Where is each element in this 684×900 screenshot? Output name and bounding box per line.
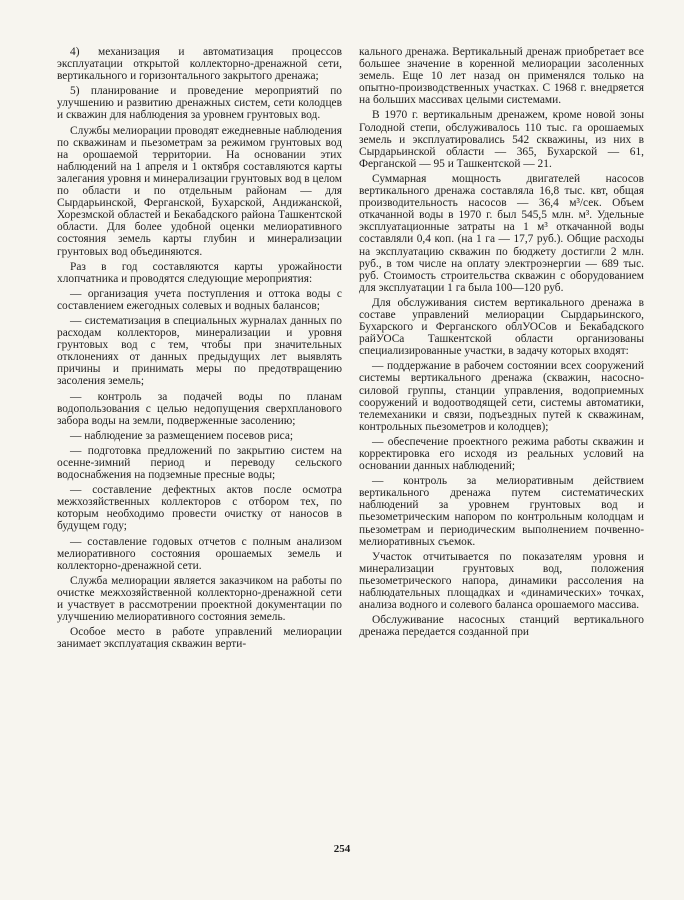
paragraph: 5) планирование и проведение мероприятий по улучшению и развитию дренажных систем, сети колодцев и скважин для наблюдения за уровнем грунтовых вод. xyxy=(57,85,342,122)
paragraph: Раз в год составляются карты урожайности хлопчатника и проводятся следующие мероприятия: xyxy=(57,260,342,285)
paragraph: Суммарная мощность двигателей насосов вертикального дренажа составляла 16,8 тыс. квт, общая производительность насосов — 36,4 м³/сек. Объем откачанной воды в 1970 г. был 545,5 млн. м³. Удельные эксплуатационные затраты на 1 м³ откачанной воды составляли 0,4 коп. (на 1 га — 17,7 руб.). Общие расходы на эксплуатацию скважин по бюджету достигли 2 млн. руб., в том числе на оплату электроэнергии — 689 тыс. руб. Стоимость строительства скважин с оборудованием для эксплуатации 1 га была 100—120 руб. xyxy=(359,172,644,294)
list-item: — составление дефектных актов после осмотра межхозяйственных коллекторов с отбором тех, по которым необходимо провести очистку от наносов в будущем году; xyxy=(57,484,342,533)
list-item: — поддержание в рабочем состоянии всех сооружений системы вертикального дренажа (скважин, насосно-силовой группы, станции управления, водоприемных сооружений и водоотводящей сети, системы автоматики, телемеханики и связи, подъездных путей к скважинам, контрольных пьезометров и колодцев); xyxy=(359,360,644,433)
page-number: 254 xyxy=(333,843,351,855)
list-item: — составление годовых отчетов с полным анализом мелиоративного состояния орошаемых земель и коллекторно-дренажной сети. xyxy=(57,535,342,572)
paragraph: 4) механизация и автоматизация процессов эксплуатации открытой коллекторно-дренажной сети, вертикального и горизонтального закрытого дренажа; xyxy=(57,46,342,83)
list-item: — обеспечение проектного режима работы скважин и корректировка его исходя из реальных условий на основании данных наблюдений; xyxy=(359,435,644,473)
list-item: — контроль за подачей воды по планам водопользования с целью недопущения сверхпланового забора воды на земли, подверженные засолению; xyxy=(57,390,342,427)
paragraph: Особое место в работе управлений мелиорации занимает эксплуатация скважин верти- xyxy=(57,626,342,651)
paragraph: В 1970 г. вертикальным дренажем, кроме новой зоны Голодной степи, обслуживалось 110 тыс. га орошаемых земель и эксплуатировались 542 скважины, из них в Сырдарьинской области — 365, Бухарской — 61, Ферганской — 95 и Ташкентской — 21. xyxy=(359,109,644,170)
list-item: — систематизация в специальных журналах данных по расходам коллекторов, минерализации и уровня грунтовых вод с тем, чтобы при значительных отклонениях от данных предыдущих лет выявлять причины и принимать меры по предотвращению засоления земель; xyxy=(57,314,342,388)
list-item: — подготовка предложений по закрытию систем на осенне-зимний период и переводу сельского водоснабжения на подземные пресные воды; xyxy=(57,444,342,482)
paragraph: Участок отчитывается по показателям уровня и минерализации грунтовых вод, положения пьезометрического напора, динамики рассоления на наблюдательных площадках и «динамических» точках, анализа водного и солевого баланса орошаемого массива. xyxy=(359,550,644,612)
list-item: — организация учета поступления и оттока воды с составлением ежегодных солевых и водных балансов; xyxy=(57,287,342,312)
paragraph: Для обслуживания систем вертикального дренажа в составе управлений мелиорации Сырдарьинского, Бухарского и Ферганского облУОСов и Бекабадского райУОСа Ташкентской области организованы специализированные участки, в задачу которых входят: xyxy=(359,296,644,358)
list-item: — контроль за мелиоративным действием вертикального дренажа путем систематических наблюдений за уровнем грунтовых вод и пьезометрическим напором по контрольным колодцам и пьезометрам и периодическим выполнением почвенно-мелиоративных съемок. xyxy=(359,475,644,548)
right-column xyxy=(359,46,644,641)
paragraph: Службы мелиорации проводят ежедневные наблюдения по скважинам и пьезометрам за режимом грунтовых вод на орошаемой территории. На основании этих наблюдений на 1 апреля и 1 октября составляются карты залегания уровня и минерализации грунтовых вод в целом по области и по отдельным районам — для Сырдарьинской, Ферганской, Бухарской, Андижанской, Хорезмской областей и Бекабадского района Ташкентской области. Для более удобной оценки мелиоративного состояния земель карты глубин и минерализации грунтовых вод объединяются. xyxy=(57,124,342,258)
left-column xyxy=(57,46,342,653)
paragraph-continuation: кального дренажа. Вертикальный дренаж приобретает все большее значение в коренной мелиорации засоленных земель. Еще 10 лет назад он применялся только на опытно-производственных участках. С 1968 г. внедряется на больших массивах целыми системами. xyxy=(359,46,644,107)
paragraph: Обслуживание насосных станций вертикального дренажа передается созданной при xyxy=(359,614,644,639)
list-item: — наблюдение за размещением посевов риса; xyxy=(70,429,294,442)
paragraph: Служба мелиорации является заказчиком на работы по очистке межхозяйственной коллекторно-дренажной сети и участвует в рассмотрении проектной документации по улучшению мелиоративного состояния земель. xyxy=(57,574,342,624)
